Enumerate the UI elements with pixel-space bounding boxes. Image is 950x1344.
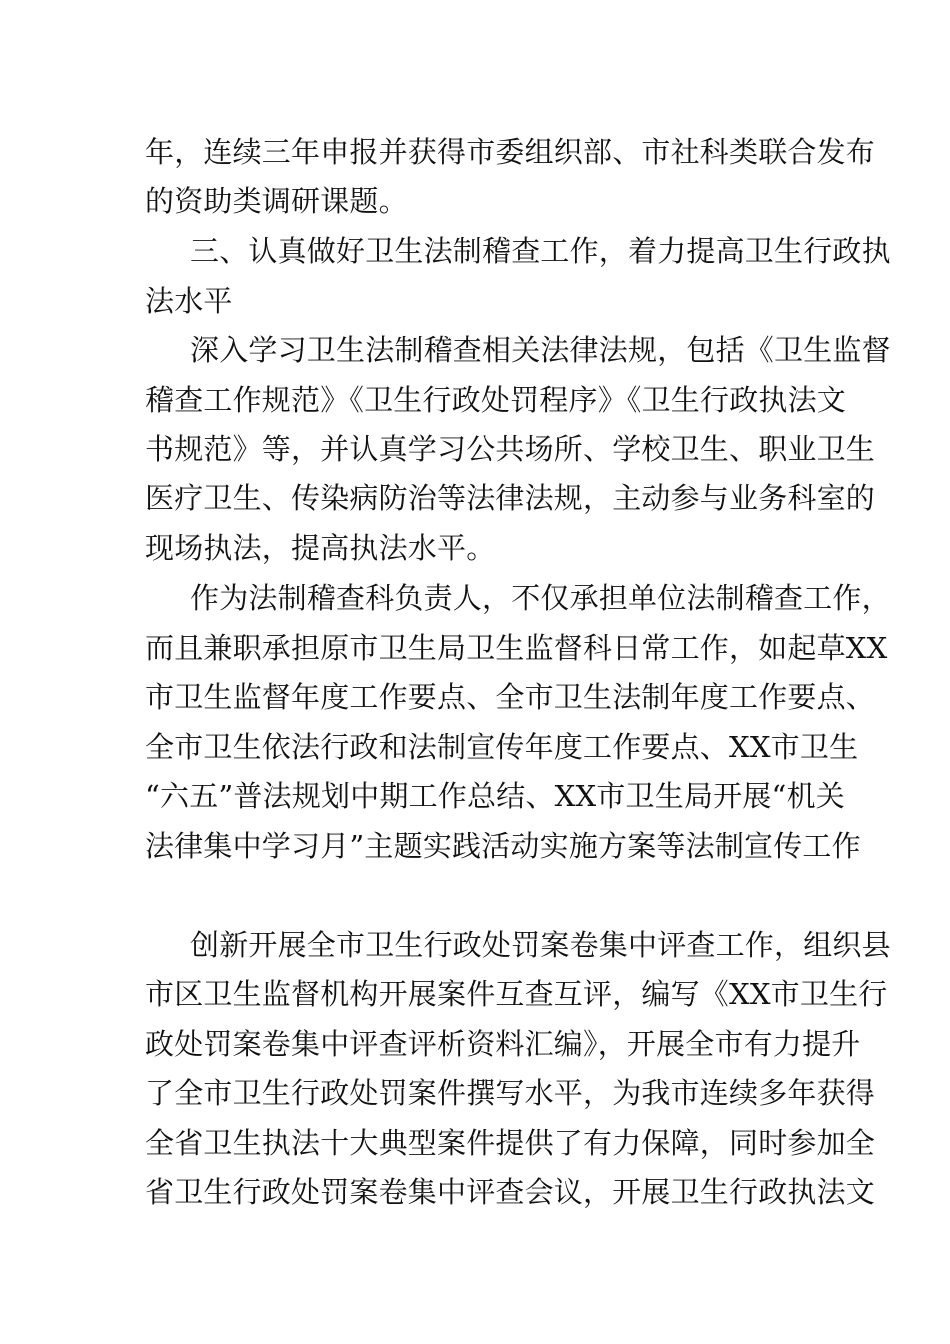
section-heading-3-line-2: 法水平 [145,284,233,318]
paragraph-3-line-2: 而且兼职承担原市卫生局卫生监督科日常工作，如起草XX [145,631,888,665]
paragraph-2-line-2: 稽查工作规范》《卫生行政处罚程序》《卫生行政执法文 [145,383,847,417]
section-heading-3-line-1: 三、认真做好卫生法制稽查工作，着力提高卫生行政执 [190,234,891,268]
paragraph-3-line-1: 作为法制稽查科负责人，不仅承担单位法制稽查工作， [190,581,891,615]
paragraph-4-line-6: 省卫生行政处罚案卷集中评查会议，开展卫生行政执法文 [145,1175,876,1209]
paragraph-1-line-1: 年，连续三年申报并获得市委组织部、市社科类联合发布 [145,135,876,169]
paragraph-1-line-2: 的资助类调研课题。 [145,184,408,218]
paragraph-4-line-4: 了全市卫生行政处罚案件撰写水平，为我市连续多年获得 [145,1076,876,1110]
paragraph-4-line-2: 市区卫生监督机构开展案件互查互评，编写《XX市卫生行 [145,977,888,1011]
paragraph-4-line-5: 全省卫生执法十大典型案件提供了有力保障，同时参加全 [145,1126,876,1160]
paragraph-2-line-5: 现场执法，提高执法水平。 [145,531,496,565]
paragraph-3-line-3: 市卫生监督年度工作要点、全市卫生法制年度工作要点、 [145,680,876,714]
paragraph-3-line-5: “六五”普法规划中期工作总结、XX市卫生局开展“机关 [145,779,845,813]
paragraph-2-line-4: 医疗卫生、传染病防治等法律法规，主动参与业务科室的 [145,481,876,515]
paragraph-4-line-3: 政处罚案卷集中评查评析资料汇编》，开展全市有力提升 [145,1027,861,1061]
paragraph-3-line-4: 全市卫生依法行政和法制宣传年度工作要点、XX市卫生 [145,730,859,764]
paragraph-2-line-3: 书规范》等，并认真学习公共场所、学校卫生、职业卫生 [145,432,876,466]
paragraph-3-line-6: 法律集中学习月”主题实践活动实施方案等法制宣传工作 [145,829,861,863]
paragraph-4-line-1: 创新开展全市卫生行政处罚案卷集中评查工作，组织县 [190,928,891,962]
paragraph-2-line-1: 深入学习卫生法制稽查相关法律法规，包括《卫生监督 [190,333,891,367]
